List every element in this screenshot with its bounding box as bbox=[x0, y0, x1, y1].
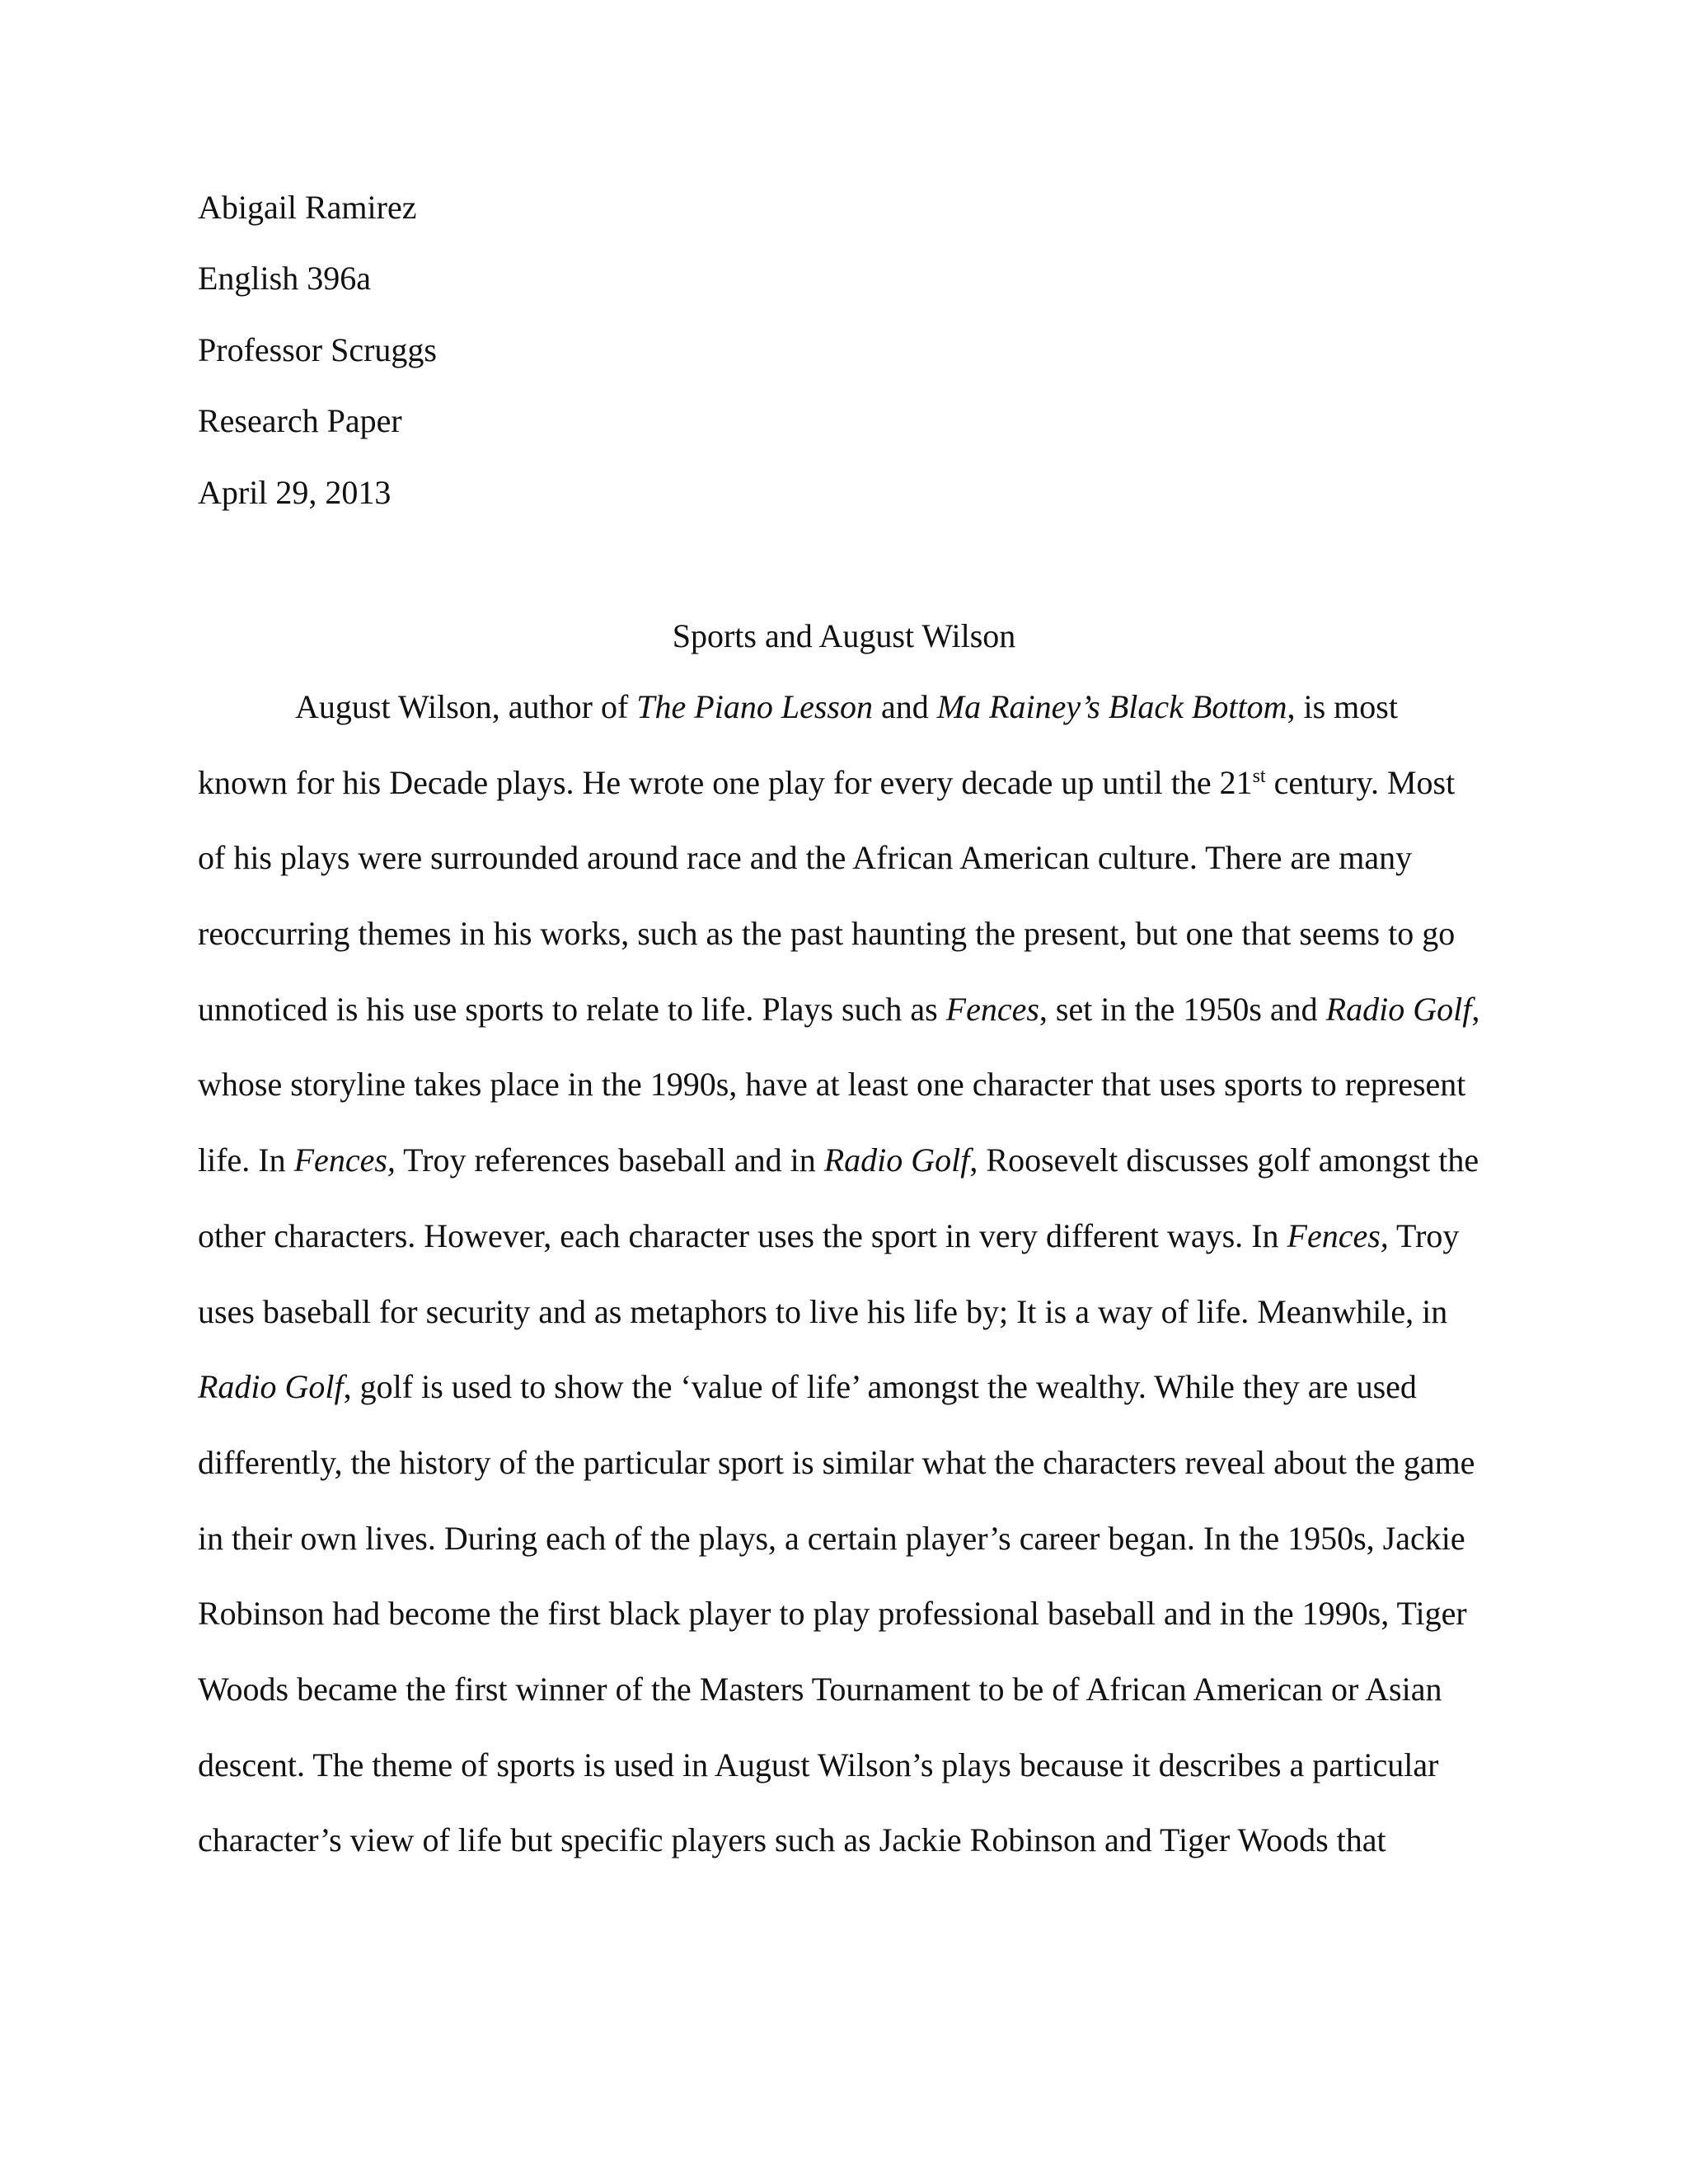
text-line bbox=[198, 763, 1500, 842]
play-title: Ma Rainey’s Black Bottom bbox=[936, 688, 1287, 725]
text-line bbox=[198, 990, 1500, 1069]
header-block bbox=[198, 191, 1022, 547]
text-span: century. Most bbox=[1265, 763, 1456, 801]
play-title: Fences, bbox=[1287, 1216, 1389, 1254]
text-span: Troy references baseball and in bbox=[395, 1141, 824, 1179]
text-line: in their own lives. During each of the plays, a certain player’s career began. In the 1950s, Jackie bbox=[198, 1519, 1465, 1557]
text-line: of his plays were surrounded around race and the African American culture. There are many bbox=[198, 839, 1413, 877]
text-line: Robinson had become the first black player to play professional baseball and in the 1990s, Tiger bbox=[198, 1595, 1467, 1633]
text-line bbox=[198, 1141, 1500, 1220]
text-line: reoccurring themes in his works, such as the past haunting the present, but one that seems to go bbox=[198, 915, 1456, 953]
assignment-type: Research Paper bbox=[198, 402, 402, 440]
text-span: , Roosevelt discusses golf amongst the bbox=[969, 1141, 1479, 1179]
text-line bbox=[198, 1216, 1500, 1296]
play-title: Radio Golf bbox=[823, 1141, 970, 1179]
date: April 29, 2013 bbox=[198, 473, 392, 511]
text-span: Troy bbox=[1388, 1216, 1460, 1254]
course-name: English 396a bbox=[198, 260, 371, 298]
text-span: August Wilson, author of bbox=[295, 688, 637, 725]
text-span: other characters. However, each character uses the sport in very different ways. In bbox=[198, 1216, 1287, 1254]
professor-name: Professor Scruggs bbox=[198, 330, 437, 368]
text-span: and bbox=[872, 688, 937, 725]
text-line: descent. The theme of sports is used in August Wilson’s plays because it describes a particular bbox=[198, 1746, 1439, 1783]
text-span: , is most bbox=[1287, 688, 1398, 725]
text-span: , set in the 1950s and bbox=[1039, 990, 1326, 1028]
text-line bbox=[198, 1368, 1500, 1446]
text-line: differently, the history of the particular sport is similar what the characters reveal about the game bbox=[198, 1443, 1475, 1481]
text-span: , bbox=[1471, 990, 1480, 1028]
author-name: Abigail Ramirez bbox=[198, 189, 417, 226]
play-title: Fences bbox=[945, 990, 1039, 1028]
play-title: Radio Golf bbox=[198, 1368, 344, 1406]
play-title: Radio Golf bbox=[1325, 990, 1472, 1028]
superscript: st bbox=[1252, 765, 1266, 787]
text-span: unnoticed is his use sports to relate to life. Plays such as bbox=[198, 990, 946, 1028]
text-span: known for his Decade plays. He wrote one play for every decade up until the 21 bbox=[198, 763, 1253, 801]
text-span: life. In bbox=[198, 1141, 294, 1179]
paragraph bbox=[198, 688, 1500, 1900]
paper-title: Sports and August Wilson bbox=[672, 617, 1016, 654]
text-line: character’s view of life but specific players such as Jackie Robinson and Tiger Woods that bbox=[198, 1821, 1386, 1859]
text-span: , golf is used to show the ‘value of life’ amongst the wealthy. While they are used bbox=[343, 1368, 1417, 1406]
text-line bbox=[198, 688, 1500, 766]
play-title: Fences, bbox=[293, 1141, 396, 1179]
play-title: The Piano Lesson bbox=[636, 688, 873, 725]
text-line: whose storyline takes place in the 1990s, have at least one character that uses sports to represent bbox=[198, 1066, 1466, 1104]
text-line: uses baseball for security and as metaphors to live his life by; It is a way of life. Meanwhile, in bbox=[198, 1292, 1448, 1330]
text-line: Woods became the first winner of the Masters Tournament to be of African American or Asian bbox=[198, 1670, 1442, 1708]
